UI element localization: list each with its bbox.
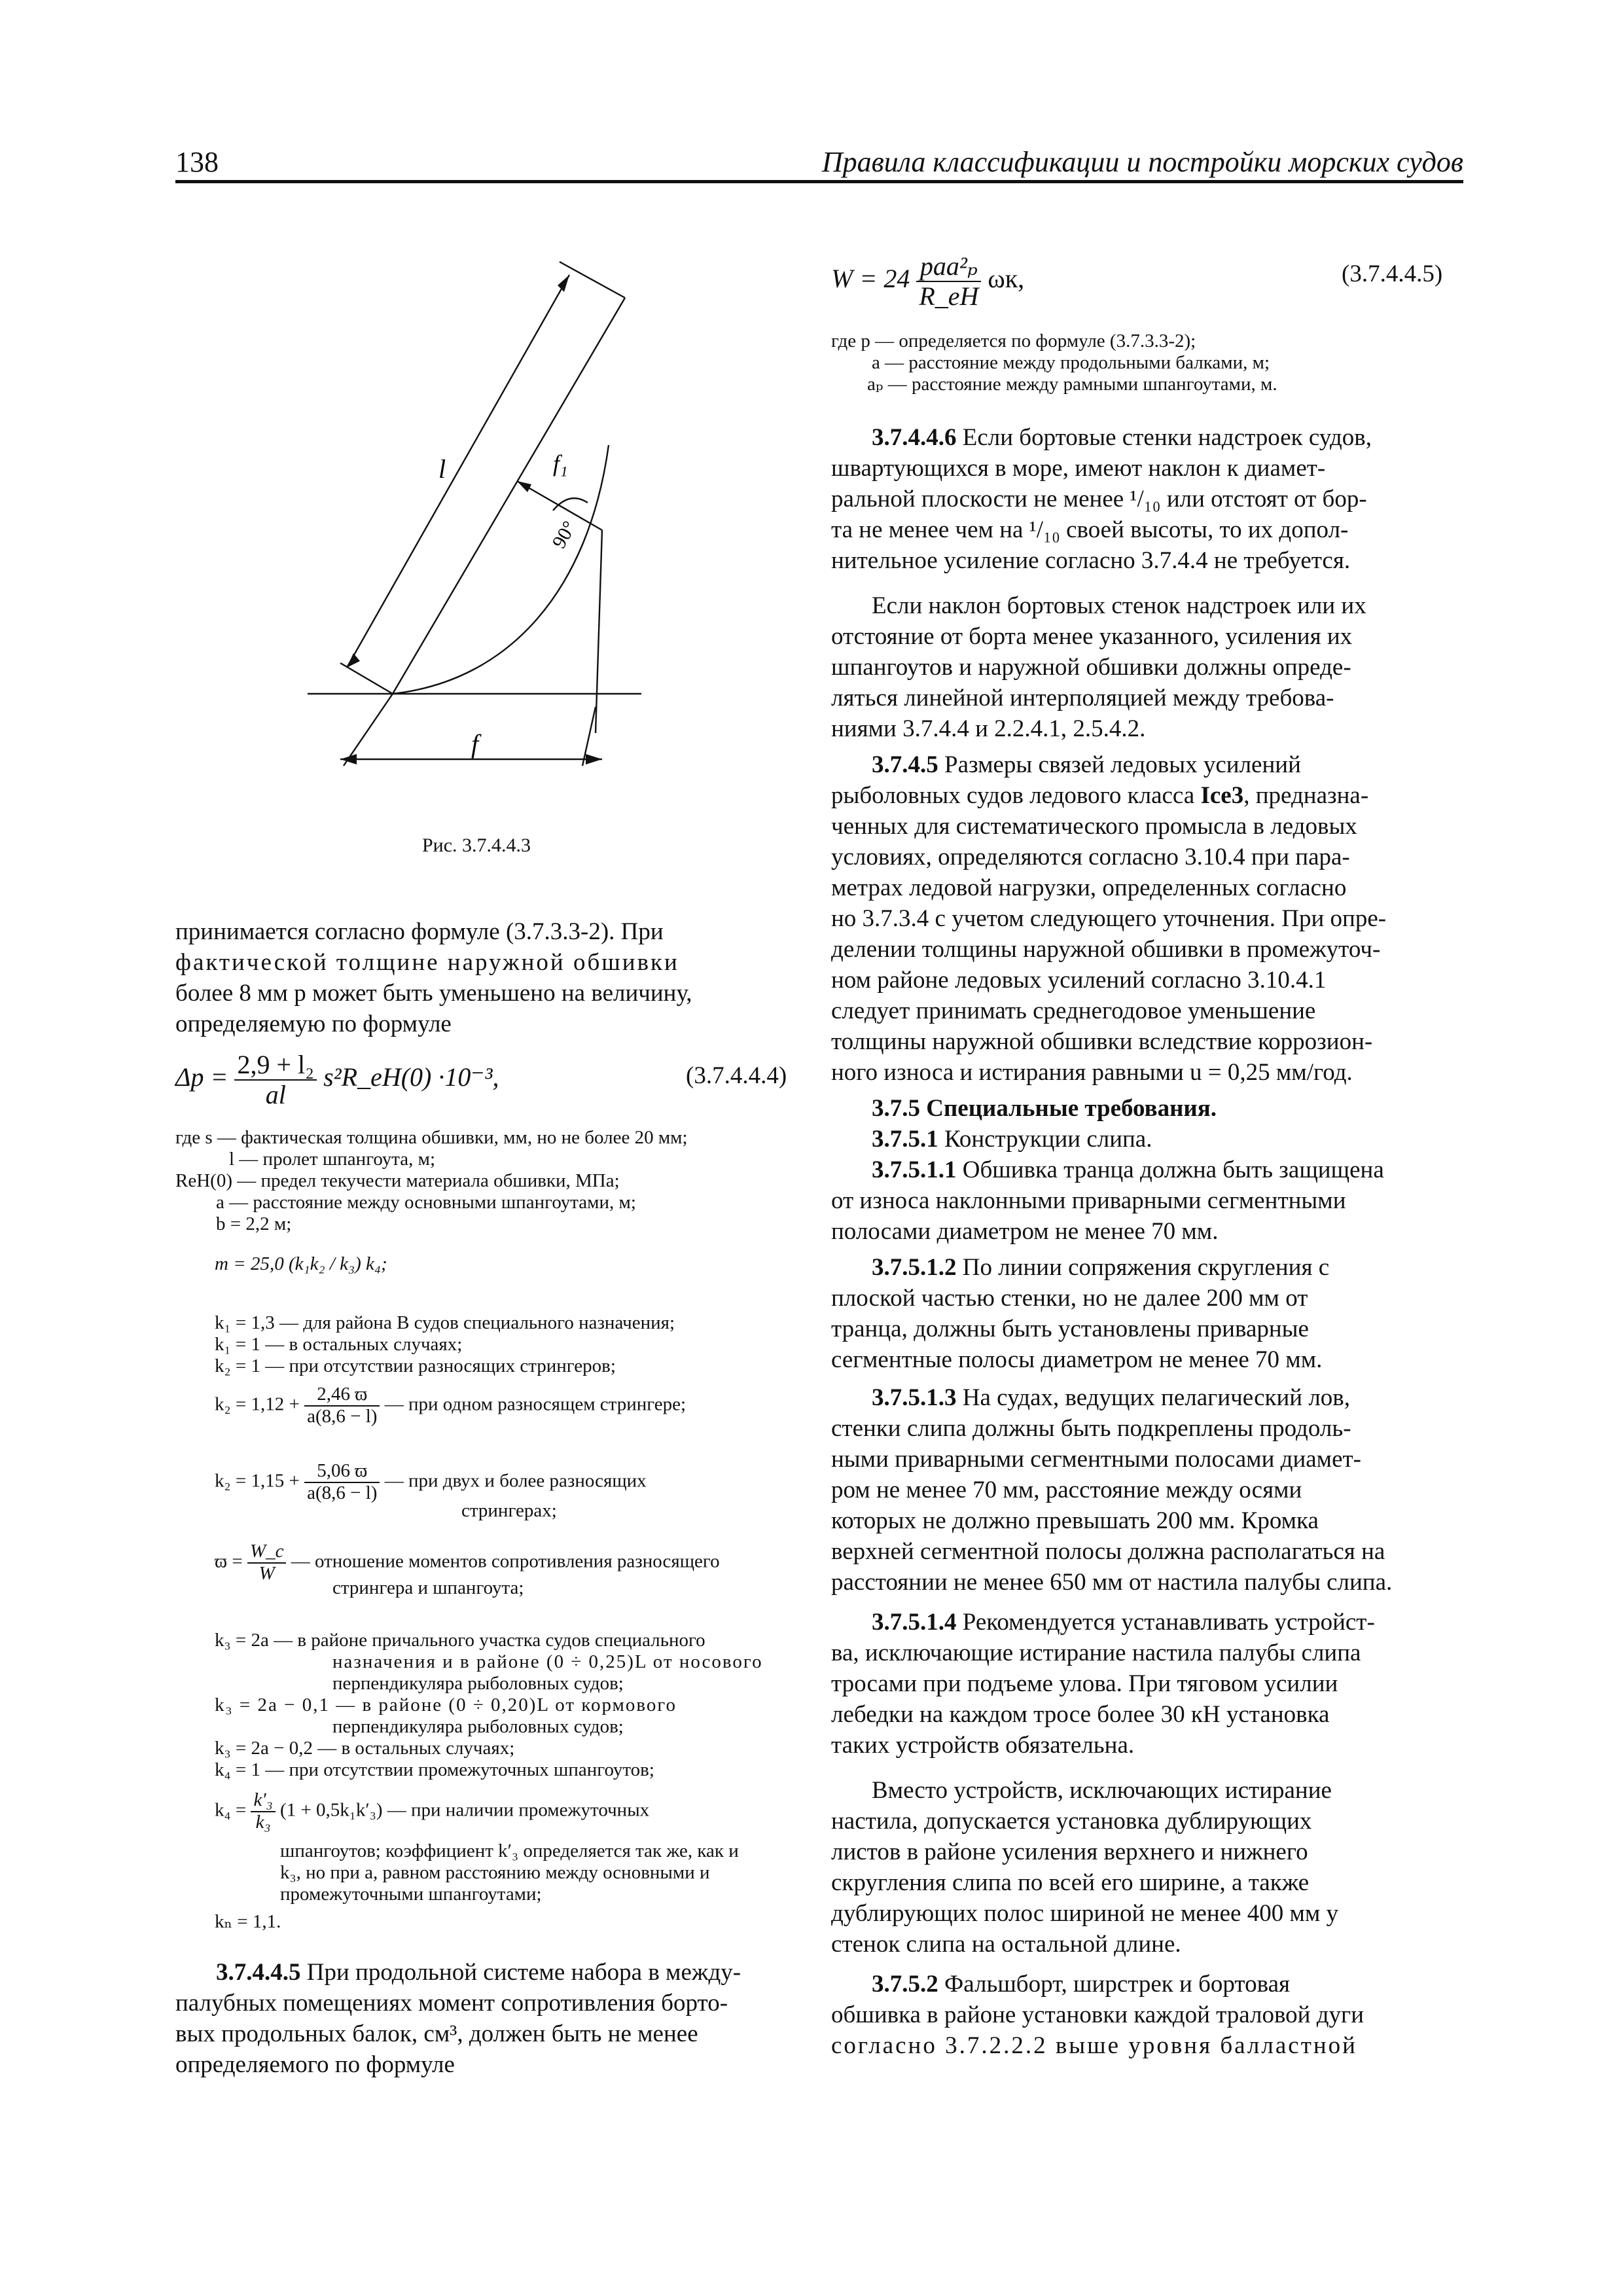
para-line: верхней сегментной полосы должна располагаться на	[831, 1538, 1385, 1565]
para-line: следует принимать среднегодовое уменьшение	[831, 997, 1316, 1024]
eq5-def: a — расстояние между продольными балками, м;	[872, 352, 1270, 373]
k2b-text1: — при двух и более разносящих	[384, 1470, 647, 1492]
para-line: ном районе ледовых усилений согласно 3.10.4.1	[831, 967, 1327, 994]
k2-one-stringer	[215, 1384, 686, 1427]
k3-line: k₃ = 2a − 0,2 — в остальных случаях;	[215, 1738, 515, 1759]
para-line: ного износа и истирания равными u = 0,25 мм/год.	[831, 1059, 1353, 1086]
running-title: Правила классификации и постройки морских судов	[821, 146, 1463, 178]
eq5-def: aₚ — расстояние между рамными шпангоутами, м.	[867, 374, 1277, 395]
k3-line: k₃ = 2a — в районе причального участка судов специального	[215, 1630, 705, 1651]
eq5-lhs: W = 24	[831, 264, 910, 294]
para-line: стенок слипа на остальной длине.	[831, 1931, 1181, 1958]
figure-3-7-4-4-3	[294, 249, 687, 798]
k2b-den: a(8,6 − l)	[307, 1482, 378, 1503]
para-line: нительное усиление согласно 3.7.4.4 не требуется.	[831, 547, 1351, 574]
eq5-den: R_eH	[919, 281, 979, 311]
m-formula: m = 25,0 (k₁k₂ / k₃) k₄;	[215, 1253, 387, 1274]
k2b-pre: k₂ = 1,15 +	[215, 1470, 300, 1492]
para-text: рыболовных судов ледового класса	[831, 782, 1201, 809]
para-3-7-5-1	[831, 1124, 1463, 1155]
para-line: ляться линейной интерполяцией между требова-	[831, 685, 1334, 711]
equation-3-7-4-4-5	[831, 252, 1024, 311]
para-line: определяемого по формуле	[175, 2051, 455, 2078]
para-line: но 3.7.3.4 с учетом следующего уточнения. При опре-	[831, 905, 1387, 932]
para-text: По линии сопряжения скругления с	[956, 1254, 1330, 1281]
k4-formula	[215, 1790, 649, 1833]
para-line: таких устройств обязательна.	[831, 1732, 1135, 1759]
k2b-fraction	[304, 1461, 380, 1504]
k3-line: k₄ = 1 — при отсутствии промежуточных шпангоутов;	[215, 1759, 654, 1780]
eq4-num: 2,9 + l₂	[234, 1050, 317, 1081]
para-line: стенки слипа должны быть подкреплены продоль-	[831, 1415, 1351, 1442]
para-line: ниями 3.7.4.4 и 2.2.4.1, 2.5.4.2.	[831, 715, 1146, 742]
para-line: тросами при подъеме улова. При тяговом усилии	[831, 1670, 1338, 1697]
k2a-pre: k₂ = 1,12 +	[215, 1393, 300, 1415]
eq5-rest: ωк,	[988, 264, 1025, 294]
w-text2: стрингера и шпангоута;	[332, 1577, 524, 1598]
k3-line: k₃ = 2a − 0,1 — в районе (0 ÷ 0,20)L от кормового	[215, 1695, 677, 1715]
eq5-num: paa²ₚ	[916, 252, 981, 282]
para-line: транца, должны быть установлены приварные	[831, 1316, 1309, 1342]
k-line: k₂ = 1 — при отсутствии разносящих стрингеров;	[215, 1355, 616, 1376]
para-line: ром не менее 70 мм, расстояние между осями	[831, 1477, 1302, 1503]
para-3-7-4-5	[831, 749, 1463, 780]
para-head: 3.7.5.1.2	[872, 1254, 957, 1281]
para-line: ченных для систематического промысла в ледовых	[831, 813, 1357, 840]
label-f: f	[471, 729, 479, 759]
para-line: ными приварными сегментными полосами диамет-	[831, 1446, 1362, 1473]
para-line: полосами диаметром не менее 70 мм.	[831, 1218, 1219, 1245]
w-fraction	[247, 1541, 287, 1585]
label-l: l	[438, 454, 446, 484]
para-line: ва, исключающие истирание настила палубы слипа	[831, 1640, 1361, 1666]
para-line: отстояние от борта менее указанного, усиления их	[831, 623, 1353, 650]
k4-text: (1 + 0,5k₁k′₃) — при наличии промежуточных	[280, 1799, 650, 1821]
eq5-number: (3.7.4.4.5)	[1342, 260, 1443, 287]
para-text: Если бортовые стенки надстроек судов,	[956, 424, 1372, 451]
para-line: дублирующих полос шириной не менее 400 мм у	[831, 1900, 1339, 1927]
para-3-7-5-1-2	[831, 1252, 1463, 1283]
k4-num: k′₃	[251, 1790, 275, 1812]
para-line: скругления слипа по всей его ширине, а также	[831, 1869, 1310, 1896]
page-header	[175, 145, 1463, 183]
para-line	[831, 780, 1463, 811]
para-3-7-4-4-6	[831, 422, 1463, 453]
label-angle: 90°	[548, 517, 581, 552]
label-f1: f₁	[553, 450, 568, 476]
para-line: шпангоутов и наружной обшивки должны опреде-	[831, 654, 1351, 681]
k3-line: назначения и в районе (0 ÷ 0,25)L от носового	[332, 1651, 763, 1672]
ice-class: Ice3	[1200, 782, 1244, 809]
k-line: k₁ = 1,3 — для района B судов специального назначения;	[215, 1312, 675, 1333]
w-num: W_c	[247, 1541, 287, 1564]
def-line: l — пролет шпангоута, м;	[229, 1149, 436, 1170]
para-text: Обшивка транца должна быть защищена	[956, 1157, 1384, 1183]
para-head: 3.7.4.5	[872, 751, 938, 778]
k4-fraction	[251, 1790, 275, 1833]
k3-line: перпендикуляра рыболовных судов;	[332, 1716, 624, 1737]
para-head: 3.7.5.1.1	[872, 1157, 957, 1183]
page-number: 138	[175, 146, 219, 178]
dim-line-l	[347, 275, 569, 668]
eq4-den: al	[265, 1080, 286, 1109]
para-3-7-5-2	[831, 1969, 1463, 2000]
k4-line: промежуточными шпангоутами;	[280, 1884, 542, 1905]
para-text: Фальшборт, ширстрек и бортовая	[938, 1971, 1291, 1998]
w-den: W	[259, 1562, 275, 1584]
chord-line	[393, 298, 625, 694]
para-text: На судах, ведущих пелагический лов,	[956, 1384, 1351, 1411]
k2a-text: — при одном разносящем стрингере;	[384, 1393, 687, 1415]
eq4-rest: s²R_eH(0) ·10⁻³,	[323, 1062, 499, 1092]
intro-line: принимается согласно формуле (3.7.3.3-2). При	[175, 918, 664, 945]
intro-line: определяемую по формуле	[175, 1011, 452, 1037]
para-text: При продольной системе набора в между-	[300, 1959, 741, 1986]
eq4-number: (3.7.4.4.4)	[686, 1062, 787, 1089]
k2a-den: a(8,6 − l)	[307, 1405, 378, 1427]
def-line: ReH(0) — предел текучести материала обшивки, МПа;	[175, 1170, 620, 1191]
para-head: 3.7.4.4.5	[216, 1959, 301, 1986]
para-text: Рекомендуется устанавливать устройст-	[956, 1609, 1375, 1636]
k4-line: шпангоутов; коэффициент k′₃ определяется так же, как и	[280, 1840, 739, 1861]
para-line: вых продольных балок, см³, должен быть не менее	[175, 2020, 698, 2047]
arc-curve	[393, 445, 609, 694]
para-3-7-4-4-5	[175, 1957, 792, 1988]
def-line: где s — фактическая толщина обшивки, мм, но не более 20 мм;	[175, 1127, 688, 1148]
def-line: a — расстояние между основными шпангоутами, м;	[216, 1192, 636, 1213]
para-head: 3.7.5.1.4	[872, 1609, 957, 1636]
eq4-lhs: Δp =	[175, 1062, 228, 1092]
k2-two-stringers	[215, 1461, 647, 1504]
eq5-def: где p — определяется по формуле (3.7.3.3-2);	[831, 331, 1196, 351]
k2a-num: 2,46 ϖ	[304, 1384, 380, 1407]
para-line: метрах ледовой нагрузки, определенных согласно	[831, 874, 1347, 901]
para-line: листов в районе усиления верхнего и нижнего	[831, 1839, 1308, 1865]
figure-caption: Рис. 3.7.4.4.3	[422, 834, 531, 856]
intro-line: более 8 мм p может быть уменьшено на величину,	[175, 980, 692, 1007]
para-line: обшивка в районе установки каждой траловой дуги	[831, 2001, 1364, 2028]
w-pre: ϖ =	[215, 1551, 243, 1572]
para-head: 3.7.4.4.6	[872, 424, 957, 451]
para-line: от износа наклонными приварными сегментными	[831, 1187, 1346, 1214]
para-line: настила, допускается установка дублирующих	[831, 1808, 1312, 1835]
para-line: согласно 3.7.2.2.2 выше уровня балластной	[831, 2032, 1357, 2059]
para-line: плоской частью стенки, но не далее 200 мм от	[831, 1285, 1308, 1312]
para-text: Конструкции слипа.	[938, 1126, 1152, 1153]
para-line: расстоянии не менее 650 мм от настила палубы слипа.	[831, 1569, 1393, 1596]
k4-line: k₃, но при a, равном расстоянию между основными и	[280, 1862, 710, 1883]
k2b-text2: стрингерах;	[461, 1500, 557, 1521]
k2b-num: 5,06 ϖ	[304, 1461, 380, 1483]
intro-line: фактической толщине наружной обшивки	[175, 949, 679, 976]
para-line: Вместо устройств, исключающих истирание	[872, 1777, 1332, 1804]
section-heading-3-7-5: 3.7.5 Специальные требования.	[872, 1095, 1217, 1122]
para-text: , предназна-	[1243, 782, 1369, 809]
para-head: 3.7.5.2	[872, 1971, 938, 1998]
k4-den: k₃	[255, 1811, 271, 1833]
eq4-fraction	[234, 1050, 317, 1109]
k4-line: kₙ = 1,1.	[215, 1911, 281, 1932]
para-line: ральной плоскости не менее ¹/₁₀ или отстоят от бор-	[831, 486, 1367, 512]
para-line: которых не должно превышать 200 мм. Кромка	[831, 1507, 1319, 1534]
para-line: швартующихся в море, имеют наклон к диамет-	[831, 455, 1326, 482]
para-line: та не менее чем на ¹/₁₀ своей высоты, то их допол-	[831, 516, 1349, 543]
para-3-7-5-1-4	[831, 1607, 1463, 1638]
para-3-7-5-1-3	[831, 1382, 1463, 1413]
k3-line: перпендикуляра рыболовных судов;	[332, 1673, 624, 1694]
para-line: делении толщины наружной обшивки в промежуточ-	[831, 936, 1381, 963]
k-line: k₁ = 1 — в остальных случаях;	[215, 1334, 463, 1355]
para-line: сегментные полосы диаметром не менее 70 мм.	[831, 1346, 1323, 1373]
k4-pre: k₄ =	[215, 1799, 247, 1821]
para-text: Размеры связей ледовых усилений	[938, 751, 1301, 778]
para-head: 3.7.5.1	[872, 1126, 938, 1153]
w-text1: — отношение моментов сопротивления разносящего	[291, 1551, 720, 1572]
para-head: 3.7.5.1.3	[872, 1384, 957, 1411]
para-line: палубных помещениях момент сопротивления борто-	[175, 1990, 728, 2017]
eq5-fraction	[916, 252, 981, 311]
para-line: лебедки на каждом тросе более 30 кН установка	[831, 1701, 1330, 1728]
para-line: Если наклон бортовых стенок надстроек или их	[872, 592, 1366, 619]
k2a-fraction	[304, 1384, 380, 1427]
para-line: толщины наружной обшивки вследствие коррозион-	[831, 1028, 1373, 1055]
para-line: условиях, определяются согласно 3.10.4 при пара-	[831, 844, 1350, 870]
equation-3-7-4-4-4	[175, 1050, 499, 1109]
def-line: b = 2,2 м;	[216, 1213, 292, 1234]
para-3-7-5-1-1	[831, 1155, 1463, 1185]
